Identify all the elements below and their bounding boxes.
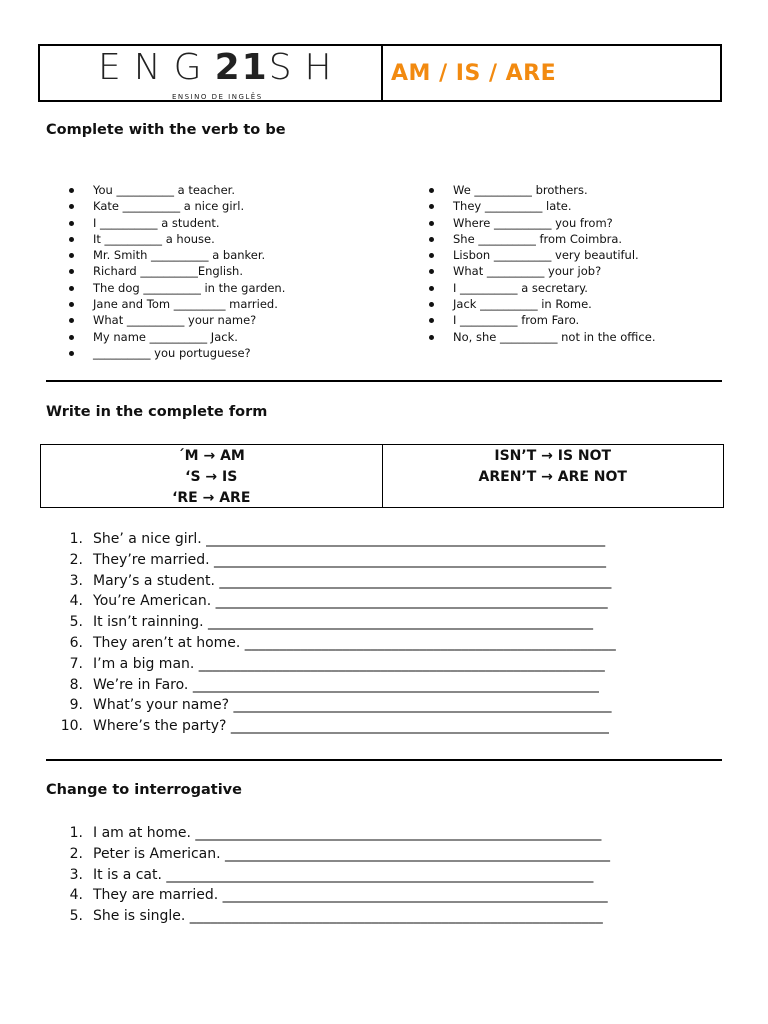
list-item: What __________ your job? xyxy=(406,263,736,279)
item-text: Peter is American. _______________________________________________________ xyxy=(93,845,611,862)
list-item: Richard __________English. xyxy=(46,263,376,279)
list-item: We __________ brothers. xyxy=(406,182,736,198)
list-item xyxy=(46,591,736,612)
list-item: It __________ a house. xyxy=(46,231,376,247)
item-number: 5. xyxy=(69,614,83,631)
interrogative-list xyxy=(46,823,736,927)
list-item: You __________ a teacher. xyxy=(46,182,376,198)
worksheet-title: AM / IS / ARE xyxy=(391,60,557,86)
item-text: She’ a nice girl. _________________________________________________________ xyxy=(93,531,606,547)
contraction-am: ´M → AM xyxy=(177,448,245,464)
list-item: She __________ from Coimbra. xyxy=(406,231,736,247)
item-number: 8. xyxy=(69,676,83,693)
list-item xyxy=(46,865,736,886)
complete-list-left xyxy=(46,182,376,361)
item-number: 2. xyxy=(69,551,83,568)
contraction-is: ‘S → IS xyxy=(185,469,238,485)
item-number: 1. xyxy=(69,531,83,547)
list-item xyxy=(46,529,736,550)
complete-list-right xyxy=(406,182,736,345)
list-item xyxy=(46,633,736,654)
logo-text: ENG xyxy=(98,47,215,88)
item-text: Mary’s a student. ________________________________________________________ xyxy=(93,572,612,589)
item-text: What’s your name? ______________________________________________________ xyxy=(93,697,612,714)
list-item: I __________ a student. xyxy=(46,215,376,231)
logo-subtitle: ENSINO DE INGLÊS xyxy=(172,93,263,101)
list-item: They __________ late. xyxy=(406,198,736,214)
logo xyxy=(40,46,383,100)
item-text: It is a cat. _____________________________________________________________ xyxy=(93,866,594,883)
logo-tail: SH xyxy=(268,47,345,88)
list-item: Where __________ you from? xyxy=(406,215,736,231)
list-item xyxy=(46,571,736,592)
item-text: She is single. ___________________________________________________________ xyxy=(93,908,603,925)
item-number: 2. xyxy=(69,845,83,862)
item-text: It isn’t rainning. _______________________________________________________ xyxy=(93,614,594,631)
item-text: Where’s the party? ______________________________________________________ xyxy=(93,718,609,735)
list-item: Jack __________ in Rome. xyxy=(406,296,736,312)
section-complete-form-title: Write in the complete form xyxy=(46,404,268,420)
item-number: 4. xyxy=(69,887,83,904)
item-number: 1. xyxy=(69,825,83,841)
item-text: I’m a big man. __________________________________________________________ xyxy=(93,655,605,672)
contraction-column-left xyxy=(41,445,383,507)
contraction-column-right xyxy=(383,445,724,507)
item-number: 3. xyxy=(69,572,83,589)
list-item: Lisbon __________ very beautiful. xyxy=(406,247,736,263)
list-item xyxy=(46,844,736,865)
list-item xyxy=(46,695,736,716)
list-item xyxy=(46,550,736,571)
item-number: 3. xyxy=(69,866,83,883)
list-item: My name __________ Jack. xyxy=(46,329,376,345)
item-number: 10. xyxy=(60,718,83,735)
list-item: Mr. Smith __________ a banker. xyxy=(46,247,376,263)
item-text: They aren’t at home. _____________________________________________________ xyxy=(93,634,616,651)
list-item: I __________ a secretary. xyxy=(406,280,736,296)
list-item xyxy=(46,654,736,675)
list-item: What __________ your name? xyxy=(46,312,376,328)
contraction-table xyxy=(40,444,724,508)
list-item: No, she __________ not in the office. xyxy=(406,329,736,345)
list-item xyxy=(46,716,736,737)
list-item: __________ you portuguese? xyxy=(46,345,376,361)
item-text: I am at home. __________________________________________________________ xyxy=(93,825,602,841)
item-text: They’re married. ________________________________________________________ xyxy=(93,551,607,568)
list-item: Jane and Tom _________ married. xyxy=(46,296,376,312)
logo-wordmark xyxy=(98,48,345,88)
section-divider xyxy=(46,380,722,382)
item-text: You’re American. ________________________________________________________ xyxy=(93,593,608,610)
list-item: The dog __________ in the garden. xyxy=(46,280,376,296)
list-item xyxy=(46,823,736,844)
item-number: 7. xyxy=(69,655,83,672)
list-item: I __________ from Faro. xyxy=(406,312,736,328)
logo-number: 21 xyxy=(214,47,269,88)
list-item xyxy=(46,906,736,927)
item-number: 5. xyxy=(69,908,83,925)
item-number: 6. xyxy=(69,634,83,651)
item-text: We’re in Faro. __________________________________________________________ xyxy=(93,676,599,693)
section-interrogative-title: Change to interrogative xyxy=(46,782,242,798)
list-item xyxy=(46,612,736,633)
contraction-is-not: ISN’T → IS NOT xyxy=(494,448,612,464)
list-item xyxy=(46,885,736,906)
list-item xyxy=(46,675,736,696)
section-complete-title: Complete with the verb to be xyxy=(46,122,286,138)
complete-form-list xyxy=(46,529,736,737)
contraction-are: ‘RE → ARE xyxy=(172,490,251,506)
worksheet-header xyxy=(38,44,722,102)
item-text: They are married. _______________________________________________________ xyxy=(93,887,608,904)
contraction-are-not: AREN’T → ARE NOT xyxy=(478,469,627,485)
item-number: 4. xyxy=(69,593,83,610)
list-item: Kate __________ a nice girl. xyxy=(46,198,376,214)
item-number: 9. xyxy=(69,697,83,714)
section-divider xyxy=(46,759,722,761)
